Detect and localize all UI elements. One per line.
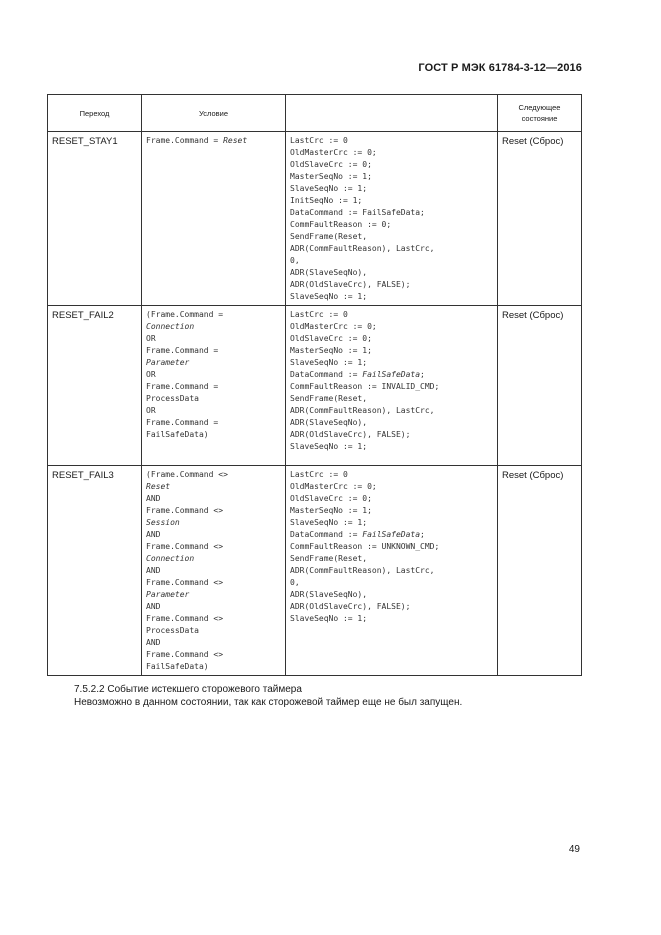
code-line: [146, 381, 283, 393]
code-line: [146, 393, 283, 405]
code-line: [146, 637, 283, 649]
code-segment: SlaveSeqNo := 1;: [290, 518, 368, 527]
code-line: [290, 171, 495, 183]
code-segment: ADR(CommFaultReason), LastCrc,: [290, 406, 435, 415]
code-line: [146, 565, 283, 577]
code-line: [146, 577, 283, 589]
code-line: [290, 333, 495, 345]
code-line: [146, 505, 283, 517]
code-line: [290, 393, 495, 405]
code-segment: Connection: [146, 554, 195, 563]
code-segment: LastCrc := 0: [290, 470, 348, 479]
code-segment: FailSafeData): [146, 430, 209, 439]
code-segment: 0,: [290, 256, 300, 265]
code-line: [290, 441, 495, 453]
code-line: [290, 309, 495, 321]
code-line: [290, 601, 495, 613]
code-segment: ADR(SlaveSeqNo),: [290, 418, 368, 427]
condition-cell: [142, 132, 286, 306]
header-next-state-line1: Следующее: [518, 103, 561, 112]
code-segment: ADR(CommFaultReason), LastCrc,: [290, 244, 435, 253]
code-segment: Frame.Command <>: [146, 578, 224, 587]
table-header-row: [48, 95, 582, 132]
code-line: [290, 565, 495, 577]
state-transition-table: [47, 94, 582, 676]
code-segment: ADR(OldSlaveCrc), FALSE);: [290, 430, 411, 439]
code-segment: AND: [146, 566, 161, 575]
document-header: ГОСТ Р МЭК 61784-3-12—2016: [418, 62, 582, 74]
code-line: [146, 345, 283, 357]
action-cell: [286, 466, 498, 676]
code-line: [290, 541, 495, 553]
transition-cell: RESET_STAY1: [48, 132, 142, 306]
code-segment: SendFrame(Reset,: [290, 554, 368, 563]
code-segment: Frame.Command =: [146, 382, 219, 391]
code-segment: FailSafeData): [146, 662, 209, 671]
action-cell: [286, 306, 498, 466]
code-line: [290, 195, 495, 207]
code-segment: SendFrame(Reset,: [290, 232, 368, 241]
code-segment: OldSlaveCrc := 0;: [290, 494, 372, 503]
code-line: [290, 279, 495, 291]
code-segment: SlaveSeqNo := 1;: [290, 292, 368, 301]
code-line: [290, 291, 495, 303]
next-state-cell: Reset (Сброс): [498, 306, 582, 466]
code-line: [290, 231, 495, 243]
code-segment: ADR(OldSlaveCrc), FALSE);: [290, 280, 411, 289]
code-line: [290, 517, 495, 529]
code-line: [290, 417, 495, 429]
code-line: [146, 601, 283, 613]
code-segment: AND: [146, 530, 161, 539]
code-line: [146, 417, 283, 429]
code-segment: 0,: [290, 578, 300, 587]
next-state-cell: Reset (Сброс): [498, 132, 582, 306]
code-line: [146, 357, 283, 369]
code-line: [146, 553, 283, 565]
header-next-state-line2: состояние: [521, 114, 558, 123]
code-line: [290, 505, 495, 517]
code-segment: Session: [146, 518, 180, 527]
code-line: [290, 207, 495, 219]
code-line: [290, 219, 495, 231]
code-segment: CommFaultReason := 0;: [290, 220, 392, 229]
code-segment: (Frame.Command <>: [146, 470, 228, 479]
code-line: [290, 589, 495, 601]
code-segment: Frame.Command =: [146, 418, 219, 427]
code-line: [146, 589, 283, 601]
code-segment: OR: [146, 370, 156, 379]
code-segment: ProcessData: [146, 394, 199, 403]
code-segment: DataCommand :=: [290, 370, 363, 379]
action-cell: [286, 132, 498, 306]
code-segment: OldSlaveCrc := 0;: [290, 334, 372, 343]
table-row: [48, 132, 582, 306]
code-segment: ADR(CommFaultReason), LastCrc,: [290, 566, 435, 575]
code-segment: LastCrc := 0: [290, 136, 348, 145]
code-segment: Frame.Command <>: [146, 542, 224, 551]
header-next-state: [498, 95, 582, 132]
code-line: [146, 481, 283, 493]
code-segment: Frame.Command <>: [146, 650, 224, 659]
code-line: [290, 613, 495, 625]
code-line: [290, 529, 495, 541]
section-text: Невозможно в данном состоянии, так как сторожевой таймер еще не был запущен.: [74, 697, 463, 708]
code-line: [146, 529, 283, 541]
code-line: [290, 553, 495, 565]
code-line: [290, 493, 495, 505]
code-segment: AND: [146, 494, 161, 503]
code-segment: (Frame.Command =: [146, 310, 224, 319]
code-segment: DataCommand := FailSafeData;: [290, 208, 425, 217]
table-row: [48, 306, 582, 466]
code-segment: ProcessData: [146, 626, 199, 635]
code-line: [290, 255, 495, 267]
code-line: [146, 541, 283, 553]
code-line: [146, 493, 283, 505]
condition-cell: [142, 466, 286, 676]
code-line: [290, 183, 495, 195]
code-line: [146, 321, 283, 333]
code-line: [290, 469, 495, 481]
code-line: [290, 345, 495, 357]
table-row: [48, 466, 582, 676]
code-line: [290, 405, 495, 417]
code-segment: InitSeqNo := 1;: [290, 196, 363, 205]
code-line: [290, 369, 495, 381]
code-line: [146, 661, 283, 673]
code-line: [290, 381, 495, 393]
next-state-cell: Reset (Сброс): [498, 466, 582, 676]
code-line: [290, 267, 495, 279]
code-line: [146, 649, 283, 661]
code-line: [290, 577, 495, 589]
code-segment: Connection: [146, 322, 195, 331]
page-number: 49: [568, 844, 580, 855]
code-segment: LastCrc := 0: [290, 310, 348, 319]
code-line: [146, 517, 283, 529]
code-segment: OldSlaveCrc := 0;: [290, 160, 372, 169]
code-line: [290, 357, 495, 369]
code-segment: Frame.Command <>: [146, 614, 224, 623]
code-line: [146, 135, 283, 147]
code-line: [290, 429, 495, 441]
code-segment: Parameter: [146, 358, 190, 367]
code-line: [146, 309, 283, 321]
condition-cell: [142, 306, 286, 466]
code-segment: DataCommand :=: [290, 530, 363, 539]
transition-cell: RESET_FAIL3: [48, 466, 142, 676]
code-segment: ;: [420, 370, 425, 379]
code-segment: MasterSeqNo := 1;: [290, 506, 372, 515]
code-line: [290, 243, 495, 255]
code-segment: SendFrame(Reset,: [290, 394, 368, 403]
code-segment: SlaveSeqNo := 1;: [290, 614, 368, 623]
code-line: [290, 159, 495, 171]
code-segment: CommFaultReason := UNKNOWN_CMD;: [290, 542, 440, 551]
code-segment: FailSafeData: [362, 530, 421, 539]
code-segment: SlaveSeqNo := 1;: [290, 358, 368, 367]
code-line: [146, 613, 283, 625]
header-action: [286, 95, 498, 132]
code-segment: OR: [146, 334, 156, 343]
code-segment: CommFaultReason := INVALID_CMD;: [290, 382, 440, 391]
code-segment: ADR(OldSlaveCrc), FALSE);: [290, 602, 411, 611]
code-segment: ADR(SlaveSeqNo),: [290, 590, 368, 599]
code-segment: SlaveSeqNo := 1;: [290, 442, 368, 451]
code-segment: SlaveSeqNo := 1;: [290, 184, 368, 193]
code-segment: OldMasterCrc := 0;: [290, 482, 377, 491]
code-segment: ;: [420, 530, 425, 539]
code-line: [146, 625, 283, 637]
code-line: [146, 469, 283, 481]
code-line: [146, 405, 283, 417]
code-segment: Reset: [223, 136, 248, 145]
header-transition: Переход: [48, 95, 142, 132]
code-line: [146, 369, 283, 381]
transition-cell: RESET_FAIL2: [48, 306, 142, 466]
code-segment: Frame.Command =: [146, 136, 224, 145]
code-segment: Frame.Command =: [146, 346, 219, 355]
code-line: [146, 429, 283, 441]
code-line: [290, 321, 495, 333]
code-segment: OR: [146, 406, 156, 415]
code-line: [290, 135, 495, 147]
code-segment: MasterSeqNo := 1;: [290, 346, 372, 355]
code-segment: Frame.Command <>: [146, 506, 224, 515]
section-title: 7.5.2.2 Событие истекшего сторожевого таймера: [74, 684, 302, 695]
code-segment: AND: [146, 602, 161, 611]
code-segment: OldMasterCrc := 0;: [290, 148, 377, 157]
code-line: [290, 147, 495, 159]
code-segment: Reset: [146, 482, 171, 491]
code-segment: AND: [146, 638, 161, 647]
code-segment: ADR(SlaveSeqNo),: [290, 268, 368, 277]
code-segment: MasterSeqNo := 1;: [290, 172, 372, 181]
code-line: [290, 481, 495, 493]
code-segment: OldMasterCrc := 0;: [290, 322, 377, 331]
code-segment: Parameter: [146, 590, 190, 599]
code-segment: FailSafeData: [362, 370, 421, 379]
code-line: [146, 333, 283, 345]
header-condition: Условие: [142, 95, 286, 132]
